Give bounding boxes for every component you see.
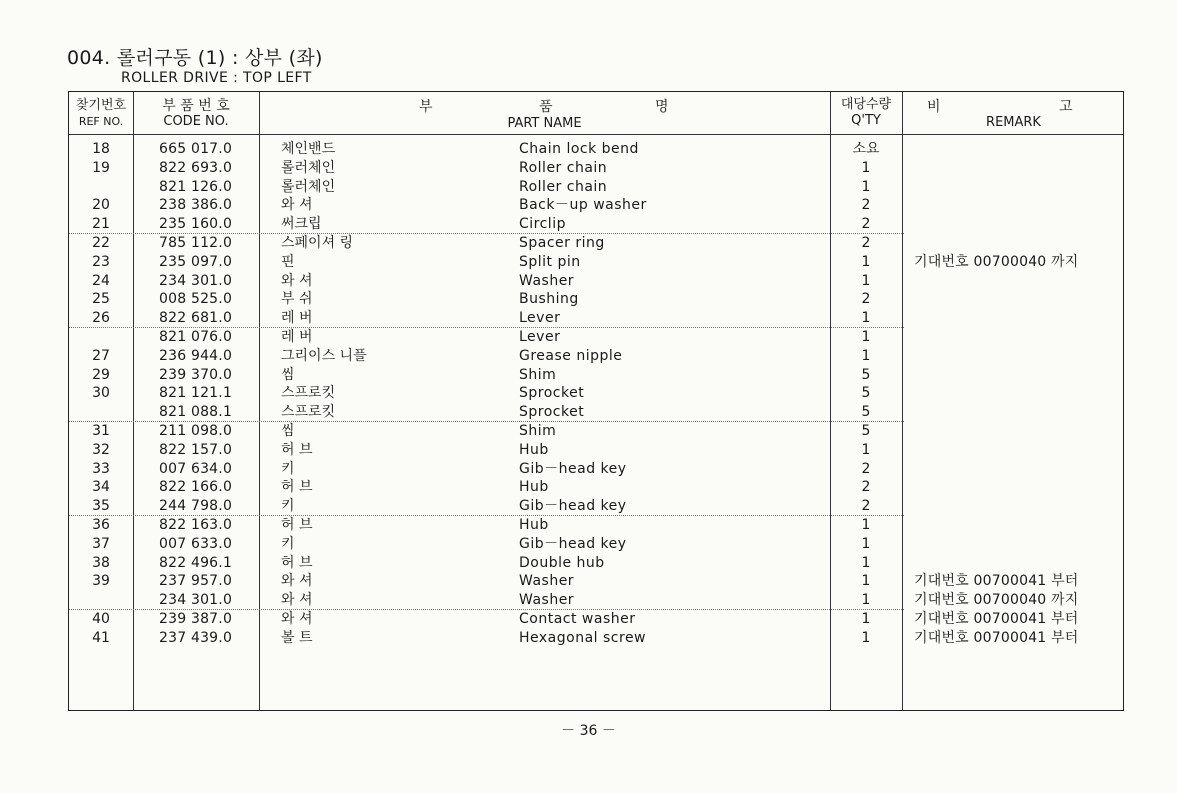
code-cell: 008 525.0	[159, 291, 233, 308]
table-row	[69, 403, 1123, 422]
ref-cell: 32	[92, 441, 110, 458]
part-name-en-cell: Hexagonal screw	[519, 629, 647, 646]
remark-header-kr-1: 비	[927, 99, 941, 115]
part-name-en-cell: Washer	[519, 592, 575, 609]
part-name-en-cell: Bushing	[519, 291, 579, 308]
remark-cell: 기대번호 00700041 부터	[914, 629, 1079, 646]
code-header-kr: 부 품 번 호	[162, 98, 230, 114]
code-cell: 236 944.0	[159, 347, 233, 364]
code-cell: 822 496.1	[159, 554, 233, 571]
code-cell: 822 681.0	[159, 310, 233, 327]
code-cell: 211 098.0	[159, 423, 233, 439]
part-name-en-cell: Sprocket	[519, 385, 585, 402]
part-name-kr-cell: 부 쉬	[281, 291, 313, 308]
code-cell: 239 370.0	[159, 366, 233, 383]
ref-cell: 20	[92, 197, 110, 214]
qty-cell: 1	[861, 178, 871, 195]
qty-cell: 5	[861, 404, 871, 421]
qty-cell: 2	[861, 216, 871, 233]
ref-cell: 26	[92, 310, 110, 327]
part-name-en-cell: Gib－head key	[519, 535, 627, 552]
ref-cell: 34	[92, 479, 110, 496]
group-separator	[69, 421, 904, 422]
qty-cell: 1	[861, 253, 871, 270]
part-name-en-cell: Hub	[519, 517, 549, 533]
ref-cell: 30	[92, 385, 110, 402]
ref-header-kr: 찾기번호	[75, 98, 127, 113]
part-name-kr-cell: 허 브	[281, 479, 313, 496]
part-name-header-kr-1: 부	[419, 99, 433, 115]
qty-cell: 1	[861, 329, 871, 345]
part-name-kr-cell: 와 셔	[281, 197, 313, 214]
table-row	[69, 441, 1123, 460]
part-name-kr-cell: 와 셔	[281, 272, 313, 289]
code-cell: 237 957.0	[159, 573, 233, 590]
group-separator	[69, 609, 904, 610]
code-cell: 665 017.0	[159, 141, 233, 157]
qty-cell: 1	[861, 573, 871, 590]
part-name-en-cell: Hub	[519, 479, 549, 496]
qty-header-kr: 대당수량	[840, 97, 892, 112]
part-name-kr-cell: 레 버	[281, 329, 313, 345]
table-row	[69, 572, 1123, 591]
ref-cell: 21	[92, 216, 110, 233]
header-divider	[69, 134, 1123, 135]
table-row	[69, 629, 1123, 648]
ref-cell: 29	[92, 366, 110, 383]
remark-cell: 기대번호 00700041 부터	[914, 573, 1079, 590]
qty-cell: 5	[861, 423, 871, 439]
ref-cell: 24	[92, 272, 110, 289]
part-name-kr-cell: 볼 트	[281, 629, 313, 646]
code-header-en: CODE NO.	[163, 114, 229, 129]
part-name-kr-cell: 레 버	[281, 310, 313, 327]
part-name-kr-cell: 체인밴드	[281, 141, 336, 157]
table-row	[69, 366, 1123, 385]
qty-cell: 1	[861, 554, 871, 571]
part-name-kr-cell: 써크립	[281, 216, 322, 233]
part-name-en-cell: Circlip	[519, 216, 566, 233]
qty-cell: 1	[861, 592, 871, 609]
qty-cell: 2	[861, 498, 871, 515]
qty-cell: 2	[861, 479, 871, 496]
code-cell: 239 387.0	[159, 611, 233, 627]
table-row	[69, 497, 1123, 516]
part-name-kr-cell: 롤러체인	[281, 159, 336, 176]
table-row	[69, 516, 1123, 535]
part-name-en-cell: Hub	[519, 441, 549, 458]
part-name-en-cell: Gib－head key	[519, 460, 627, 477]
ref-cell: 23	[92, 253, 110, 270]
part-name-kr-cell: 씸	[281, 423, 295, 439]
part-name-kr-cell: 스프로킷	[281, 404, 336, 421]
code-cell: 234 301.0	[159, 592, 233, 609]
group-separator	[69, 327, 904, 328]
ref-header	[69, 98, 133, 130]
qty-cell: 1	[861, 517, 871, 533]
page-number: － 36 －	[561, 723, 616, 739]
part-name-kr-cell: 허 브	[281, 441, 313, 458]
part-name-en-cell: Washer	[519, 573, 575, 590]
table-row	[69, 591, 1123, 610]
remark-cell: 기대번호 00700040 까지	[914, 592, 1079, 609]
part-name-en-cell: Grease nipple	[519, 347, 623, 364]
code-cell: 235 160.0	[159, 216, 233, 233]
ref-cell: 39	[92, 573, 110, 590]
ref-cell: 35	[92, 498, 110, 515]
part-name-kr-cell: 롤러체인	[281, 178, 336, 195]
ref-cell: 25	[92, 291, 110, 308]
part-name-en-cell: Shim	[519, 366, 557, 383]
code-header	[133, 98, 259, 130]
qty-cell: 2	[861, 235, 871, 251]
ref-cell: 38	[92, 554, 110, 571]
ref-cell: 31	[92, 423, 110, 439]
code-cell: 244 798.0	[159, 498, 233, 515]
part-name-en-cell: Contact washer	[519, 611, 636, 627]
code-cell: 821 088.1	[159, 404, 233, 421]
part-name-kr-cell: 그리이스 니플	[281, 347, 367, 364]
qty-cell: 1	[861, 535, 871, 552]
part-name-kr-cell: 와 셔	[281, 573, 313, 590]
remark-header-en: REMARK	[986, 115, 1041, 130]
code-cell: 235 097.0	[159, 253, 233, 270]
table-row	[69, 384, 1123, 403]
part-name-kr-cell: 스페이셔 링	[281, 235, 354, 251]
part-name-kr-cell: 와 셔	[281, 611, 313, 627]
qty-cell: 소요	[852, 141, 880, 157]
code-cell: 822 157.0	[159, 441, 233, 458]
table-row	[69, 535, 1123, 554]
table-row	[69, 196, 1123, 215]
part-name-kr-cell: 키	[281, 460, 295, 477]
page-title-block	[67, 46, 323, 86]
part-name-en-cell: Split pin	[519, 253, 581, 270]
code-cell: 238 386.0	[159, 197, 233, 214]
table-row	[69, 328, 1123, 347]
group-separator	[69, 233, 904, 234]
qty-cell: 2	[861, 197, 871, 214]
part-name-kr-cell: 씸	[281, 366, 295, 383]
part-name-en-cell: Double hub	[519, 554, 605, 571]
table-row	[69, 178, 1123, 197]
table-row	[69, 140, 1123, 159]
ref-cell: 37	[92, 535, 110, 552]
part-name-en-cell: Chain lock bend	[519, 141, 639, 157]
table-row	[69, 159, 1123, 178]
table-row	[69, 234, 1123, 253]
ref-cell: 19	[92, 159, 110, 176]
part-name-en-cell: Gib－head key	[519, 498, 627, 515]
table-row	[69, 610, 1123, 629]
remark-header-kr-2: 고	[1059, 99, 1073, 115]
qty-cell: 1	[861, 272, 871, 289]
qty-cell: 2	[861, 460, 871, 477]
part-name-header-kr-3: 명	[655, 99, 669, 115]
table-row	[69, 309, 1123, 328]
qty-cell: 1	[861, 611, 871, 627]
qty-cell: 1	[861, 159, 871, 176]
qty-header	[830, 97, 902, 129]
code-cell: 822 693.0	[159, 159, 233, 176]
part-name-en-cell: Washer	[519, 272, 575, 289]
code-cell: 821 126.0	[159, 178, 233, 195]
table-row	[69, 554, 1123, 573]
table-row	[69, 253, 1123, 272]
part-name-en-cell: Sprocket	[519, 404, 585, 421]
part-name-header-en: PART NAME	[507, 116, 582, 131]
ref-cell: 18	[92, 141, 110, 157]
part-name-en-cell: Lever	[519, 310, 561, 327]
ref-header-en: REF NO.	[78, 115, 124, 128]
ref-cell: 33	[92, 460, 110, 477]
code-cell: 237 439.0	[159, 629, 233, 646]
part-name-kr-cell: 와 셔	[281, 592, 313, 609]
table-row	[69, 422, 1123, 441]
table-row	[69, 347, 1123, 366]
qty-cell: 2	[861, 291, 871, 308]
table-row	[69, 290, 1123, 309]
part-name-en-cell: Back－up washer	[519, 197, 647, 214]
code-cell: 007 634.0	[159, 460, 233, 477]
part-name-kr-cell: 핀	[281, 253, 295, 270]
table-row	[69, 460, 1123, 479]
ref-cell: 36	[92, 517, 110, 533]
code-cell: 821 121.1	[159, 385, 233, 402]
qty-cell: 5	[861, 366, 871, 383]
remark-cell: 기대번호 00700040 까지	[914, 253, 1079, 270]
qty-cell: 1	[861, 629, 871, 646]
table-row	[69, 215, 1123, 234]
part-name-en-cell: Spacer ring	[519, 235, 605, 251]
part-name-kr-cell: 키	[281, 498, 295, 515]
parts-table	[68, 91, 1124, 711]
part-name-en-cell: Roller chain	[519, 178, 608, 195]
part-name-kr-cell: 키	[281, 535, 295, 552]
ref-cell: 27	[92, 347, 110, 364]
code-cell: 785 112.0	[159, 235, 233, 251]
remark-cell: 기대번호 00700041 부터	[914, 611, 1079, 627]
qty-cell: 1	[861, 310, 871, 327]
code-cell: 821 076.0	[159, 329, 233, 345]
part-name-en-cell: Roller chain	[519, 159, 608, 176]
part-name-kr-cell: 허 브	[281, 554, 313, 571]
code-cell: 822 166.0	[159, 479, 233, 496]
code-cell: 822 163.0	[159, 517, 233, 533]
qty-header-en: Q'TY	[851, 113, 881, 128]
part-name-header-kr-2: 품	[539, 99, 553, 115]
part-name-kr-cell: 허 브	[281, 517, 313, 533]
ref-cell: 40	[92, 611, 110, 627]
code-cell: 007 633.0	[159, 535, 233, 552]
page-title: 004. 롤러구동 (1) : 상부 (좌)	[67, 47, 323, 69]
page-subtitle: ROLLER DRIVE : TOP LEFT	[121, 70, 312, 86]
table-row	[69, 272, 1123, 291]
qty-cell: 1	[861, 441, 871, 458]
ref-cell: 22	[92, 235, 110, 251]
qty-cell: 1	[861, 347, 871, 364]
qty-cell: 5	[861, 385, 871, 402]
ref-cell: 41	[92, 629, 110, 646]
part-name-en-cell: Shim	[519, 423, 557, 439]
part-name-kr-cell: 스프로킷	[281, 385, 336, 402]
code-cell: 234 301.0	[159, 272, 233, 289]
part-name-en-cell: Lever	[519, 329, 561, 345]
table-row	[69, 478, 1123, 497]
group-separator	[69, 515, 904, 516]
